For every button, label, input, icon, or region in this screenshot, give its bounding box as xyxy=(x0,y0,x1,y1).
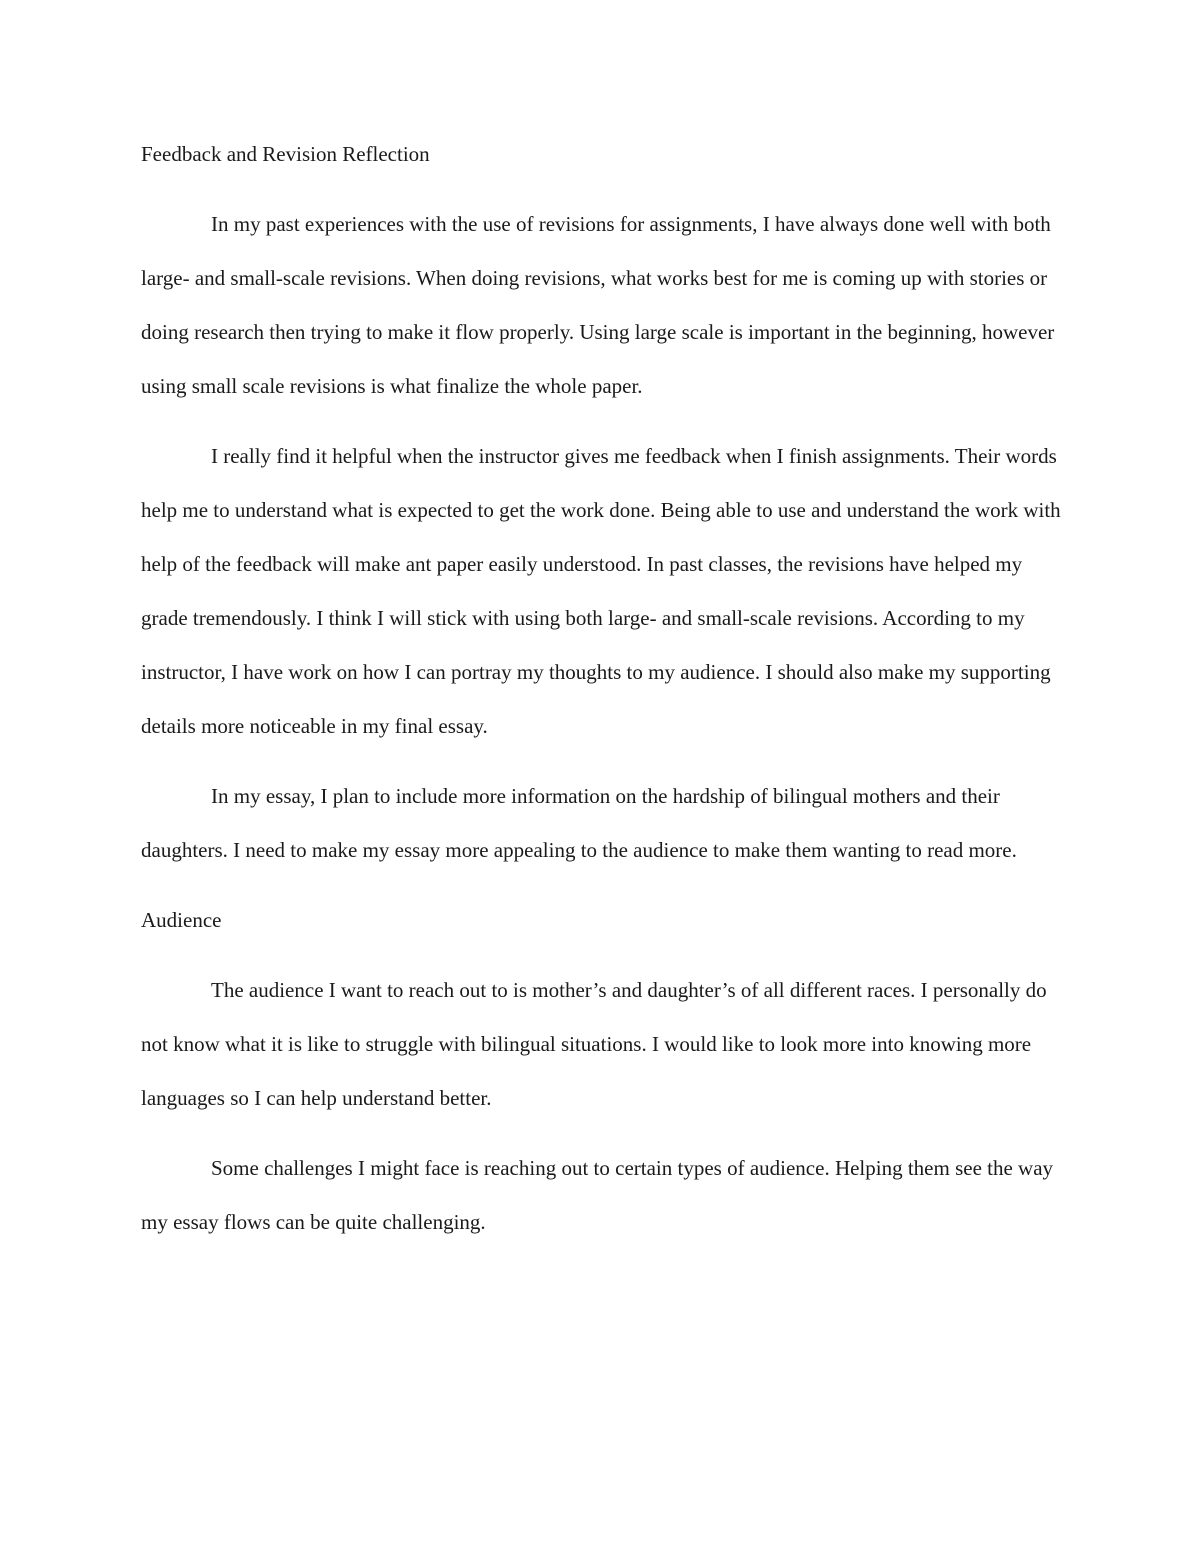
paragraph: Some challenges I might face is reaching out to certain types of audience. Helping them see the way my essay flows can be quite challenging. xyxy=(141,1156,1054,1234)
paragraph: The audience I want to reach out to is mother’s and daughter’s of all different races. I personally do not know what it is like to struggle with bilingual situations. I would like to look more into knowing more languages so I can help understand better. xyxy=(141,978,1047,1110)
section-heading-feedback: Feedback and Revision Reflection xyxy=(141,142,430,166)
paragraph: In my essay, I plan to include more information on the hardship of bilingual mothers and their daughters. I need to make my essay more appealing to the audience to make them wanting to read more. xyxy=(141,784,1017,862)
section-heading-audience: Audience xyxy=(141,908,222,932)
paragraph: I really find it helpful when the instructor gives me feedback when I finish assignments. Their words help me to understand what is expected to get the work done. Being able to use and understand the work with help of the feedback will make ant paper easily understood. In past classes, the revisions have helped my grade tremendously. I think I will stick with using both large- and small-scale revisions. According to my instructor, I have work on how I can portray my thoughts to my audience. I should also make my supporting details more noticeable in my final essay. xyxy=(141,444,1061,738)
paragraph: In my past experiences with the use of revisions for assignments, I have always done well with both large- and small-scale revisions. When doing revisions, what works best for me is coming up with stories or doing research then trying to make it flow properly. Using large scale is important in the beginning, however using small scale revisions is what finalize the whole paper. xyxy=(141,212,1055,398)
document-body xyxy=(141,127,1061,1265)
